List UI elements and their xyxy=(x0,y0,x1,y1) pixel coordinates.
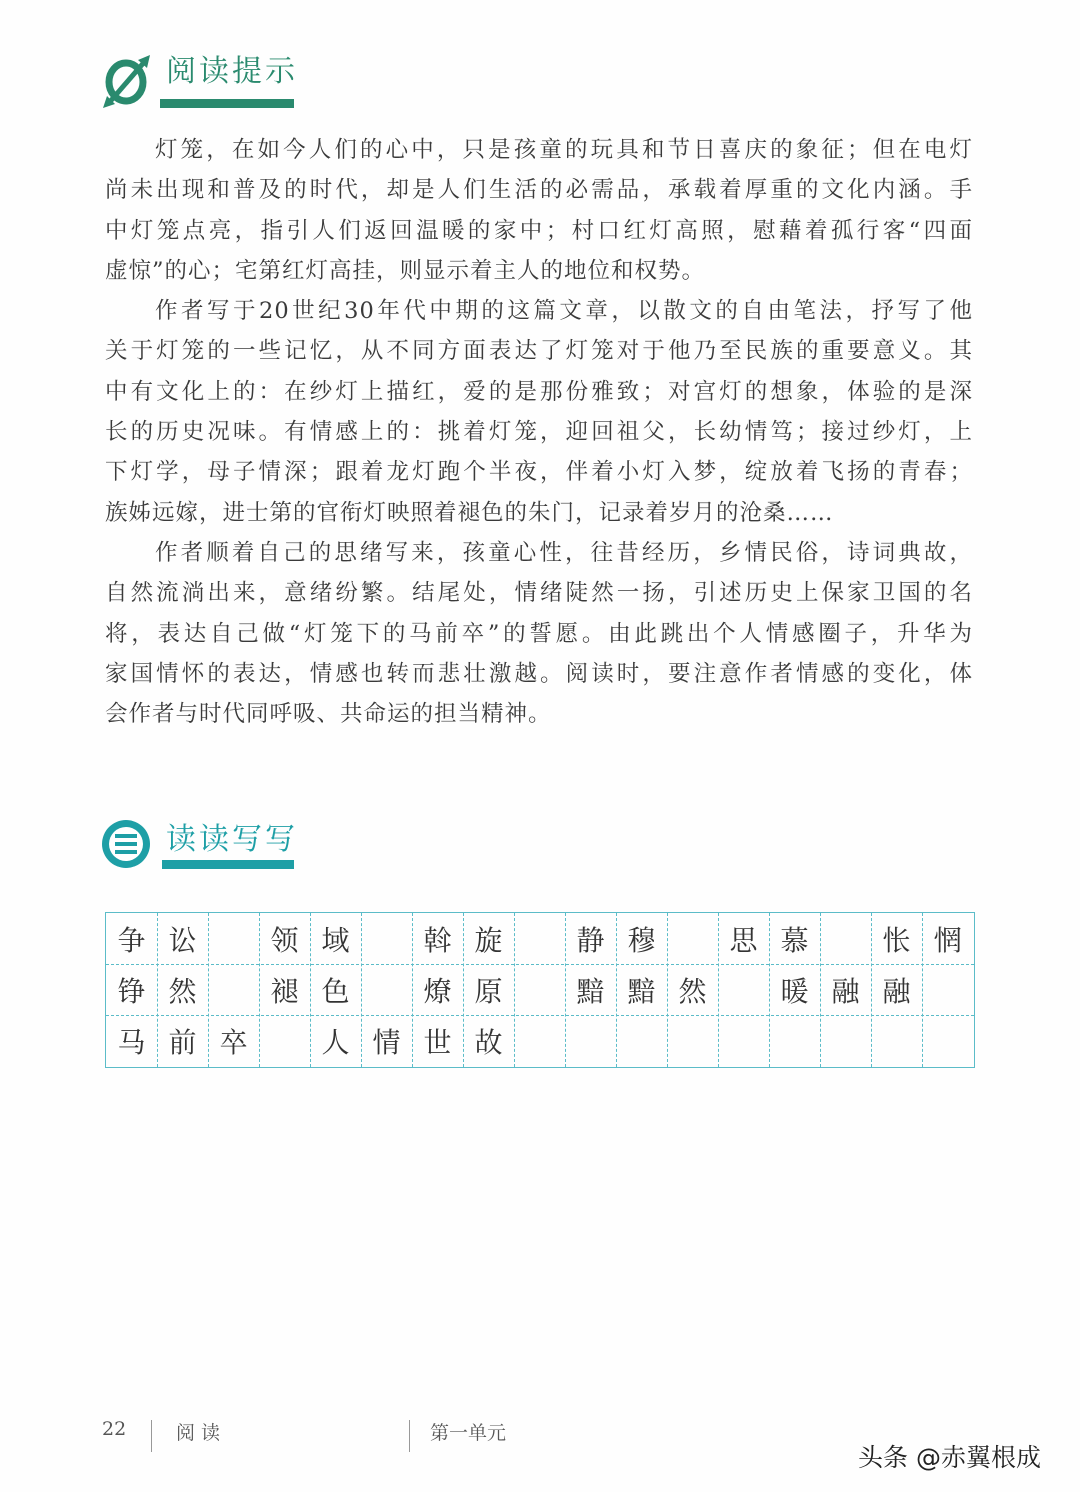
grid-cell: 领 xyxy=(270,923,299,957)
footer-unit: 第一单元 xyxy=(430,1422,507,1444)
grid-cell: 褪 xyxy=(270,974,299,1008)
text-line: 中灯笼点亮，指引人们返回温暖的家中；村口红灯高照，慰藉着孤行客“四面 xyxy=(105,217,973,244)
text-line: 尚未出现和普及的时代，却是人们生活的必需品，承载着厚重的文化内涵。手 xyxy=(105,177,973,204)
grid-cell: 卒 xyxy=(219,1025,248,1059)
grid-cell xyxy=(820,913,871,964)
grid-cell xyxy=(208,964,259,1015)
grid-cell xyxy=(667,913,718,964)
list-icon xyxy=(100,818,152,870)
section-title: 读读写写 xyxy=(166,822,298,857)
grid-cell: 惘 xyxy=(933,923,962,957)
grid-cell: 黯 xyxy=(576,974,605,1008)
grid-cell xyxy=(514,1015,565,1066)
section-title: 阅读提示 xyxy=(166,54,298,89)
text-line: 灯笼，在如今人们的心中，只是孩童的玩具和节日喜庆的象征；但在电灯 xyxy=(155,137,973,163)
grid-cell: 域 xyxy=(321,923,350,957)
reading-tips-heading xyxy=(100,52,298,110)
grid-cell xyxy=(769,1015,820,1066)
grid-cell: 融 xyxy=(882,974,911,1008)
grid-cell xyxy=(259,1015,310,1066)
text-line: 下灯学，母子情深；跟着龙灯跑个半夜，伴着小灯入梦，绽放着飞扬的青春； xyxy=(105,459,973,486)
grid-cell xyxy=(718,964,769,1015)
grid-cell xyxy=(922,1015,973,1066)
grid-cell: 情 xyxy=(372,1025,401,1059)
grid-cell: 旋 xyxy=(474,923,503,957)
grid-cell: 色 xyxy=(321,974,350,1008)
grid-cell xyxy=(871,1015,922,1066)
grid-cell xyxy=(820,1015,871,1066)
grid-cell xyxy=(514,964,565,1015)
grid-cell: 黯 xyxy=(627,974,656,1008)
grid-cell: 讼 xyxy=(168,923,197,957)
grid-cell: 故 xyxy=(474,1025,503,1059)
footer-divider xyxy=(151,1420,152,1452)
grid-cell: 思 xyxy=(729,923,758,957)
text-line: 关于灯笼的一些记忆，从不同方面表达了灯笼对于他乃至民族的重要意义。其 xyxy=(105,338,973,365)
text-line: 会作者与时代同呼吸、共命运的担当精神。 xyxy=(105,701,552,728)
footer-divider xyxy=(409,1420,410,1452)
grid-cell xyxy=(922,964,973,1015)
grid-cell: 静 xyxy=(576,923,605,957)
grid-cell xyxy=(361,964,412,1015)
grid-cell: 前 xyxy=(168,1025,197,1059)
grid-cell: 然 xyxy=(678,974,707,1008)
grid-cell xyxy=(208,913,259,964)
title-underline xyxy=(160,99,294,108)
grid-cell xyxy=(667,1015,718,1066)
grid-cell xyxy=(718,1015,769,1066)
grid-cell xyxy=(361,913,412,964)
character-practice-grid xyxy=(105,912,975,1068)
text-line: 将，表达自己做“灯笼下的马前卒”的誓愿。由此跳出个人情感圈子，升华为 xyxy=(105,620,973,647)
read-write-heading xyxy=(100,818,298,870)
reading-tips-text xyxy=(105,130,973,734)
text-line: 自然流淌出来，意绪纷繁。结尾处，情绪陡然一扬，引述历史上保家卫国的名 xyxy=(105,580,973,607)
grid-cell: 铮 xyxy=(117,974,146,1008)
reading-tip-icon xyxy=(100,52,156,110)
text-line: 族姊远嫁，进士第的官衔灯映照着褪色的朱门，记录着岁月的沧桑…… xyxy=(105,499,834,526)
grid-cell xyxy=(565,1015,616,1066)
text-line: 虚惊”的心；宅第红灯高挂，则显示着主人的地位和权势。 xyxy=(105,257,706,284)
text-line: 家国情怀的表达，情感也转而悲壮激越。阅读时，要注意作者情感的变化，体 xyxy=(105,660,973,687)
grid-cell: 世 xyxy=(423,1025,452,1059)
footer-section: 阅 读 xyxy=(176,1422,221,1444)
page-number: 22 xyxy=(102,1418,127,1440)
grid-cell: 斡 xyxy=(423,923,452,957)
grid-cell: 融 xyxy=(831,974,860,1008)
text-line: 中有文化上的：在纱灯上描红，爱的是那份雅致；对宫灯的想象，体验的是深 xyxy=(105,378,973,405)
watermark: 头条 @赤翼根成 xyxy=(858,1443,1041,1472)
grid-cell: 原 xyxy=(474,974,503,1008)
text-line: 作者顺着自己的思绪写来，孩童心性，往昔经历，乡情民俗，诗词典故， xyxy=(155,539,973,566)
text-line: 长的历史况味。有情感上的：挑着灯笼，迎回祖父，长幼情笃；接过纱灯，上 xyxy=(105,419,973,446)
grid-cell: 穆 xyxy=(627,923,656,957)
grid-cell: 然 xyxy=(168,974,197,1008)
grid-cell: 人 xyxy=(321,1025,350,1059)
grid-cell: 怅 xyxy=(882,923,911,957)
grid-cell: 燎 xyxy=(423,974,452,1008)
grid-cell: 慕 xyxy=(780,923,809,957)
grid-cell: 暖 xyxy=(780,974,809,1008)
text-line: 作者写于20世纪30年代中期的这篇文章，以散文的自由笔法，抒写了他 xyxy=(155,298,973,325)
grid-cell: 马 xyxy=(117,1025,146,1059)
grid-cell: 争 xyxy=(117,923,146,957)
grid-cell xyxy=(514,913,565,964)
grid-cell xyxy=(616,1015,667,1066)
title-underline xyxy=(162,860,294,869)
